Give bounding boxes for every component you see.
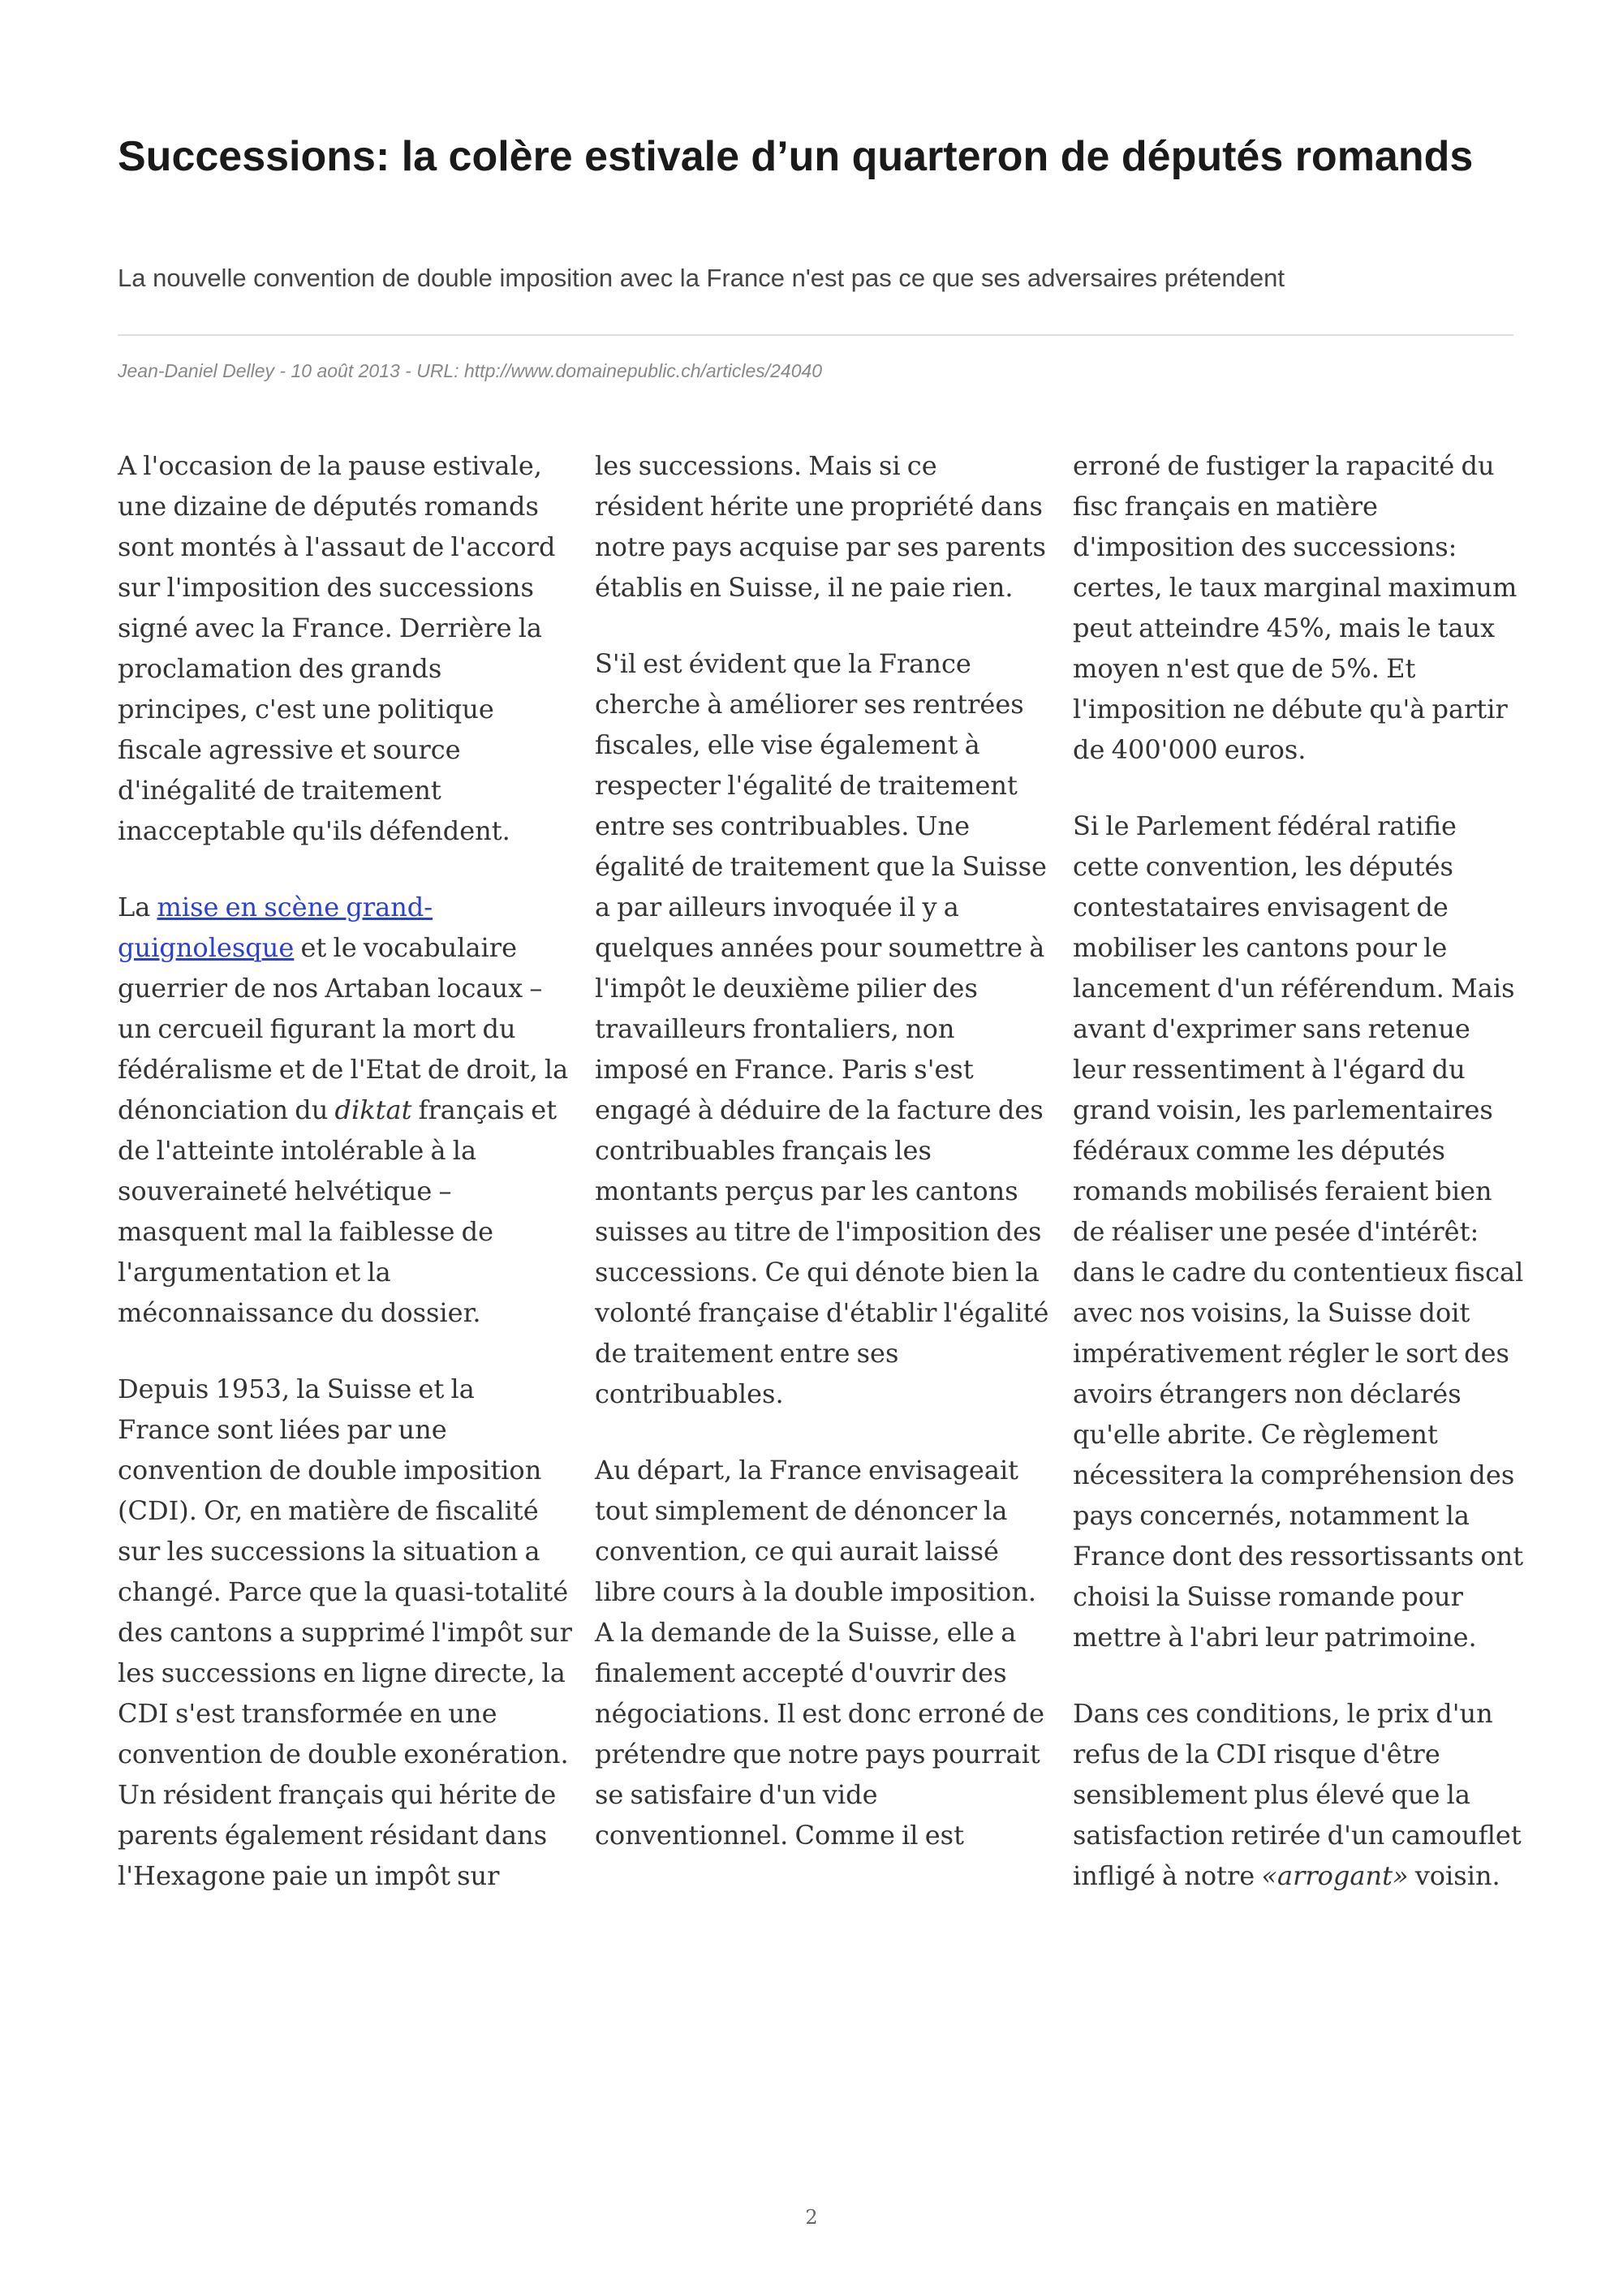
paragraph-text: voisin. bbox=[1408, 1860, 1500, 1891]
article-column-1 bbox=[118, 445, 572, 1932]
paragraph-text: La bbox=[118, 892, 157, 922]
page-number: 2 bbox=[805, 2206, 818, 2229]
mise-en-scene-link[interactable]: mise en scène grand-guignolesque bbox=[118, 892, 433, 963]
arrogant-emphasis: «arrogant» bbox=[1261, 1860, 1409, 1891]
paragraph-conclusion bbox=[1073, 1693, 1527, 1896]
paragraph-text: et le vocabulaire guerrier de nos Artaban locaux – un cercueil figurant la mort du fédéralisme et de l'Etat de droit, la dénonciation du bbox=[118, 932, 569, 1125]
paragraph-depuis-1953: Depuis 1953, la Suisse et la France sont liées par une convention de double imposition (CDI). Or, en matière de fiscalité sur les successions la situation a changé. Parce que la quasi-totalité des cantons a supprimé l'impôt sur les successions en ligne directe, la CDI s'est transformée en une convention de double exonération. Un résident français qui hérite de parents également résidant dans l'Hexagone paie un impôt sur bbox=[118, 1374, 572, 1891]
paragraph-les-successions: les successions. Mais si ce résident hérite une propriété dans notre pays acquise par ses parents établis en Suisse, il ne paie rien. bbox=[595, 450, 1046, 603]
diktat-emphasis: diktat bbox=[334, 1094, 412, 1125]
article-byline: Jean-Daniel Delley - 10 août 2013 - URL: http://www.domainepublic.ch/articles/24040 bbox=[118, 360, 823, 381]
article-column-2 bbox=[595, 445, 1049, 1891]
paragraph-parlement-federal: Si le Parlement fédéral ratifie cette convention, les députés contestataires envisagent de mobiliser les cantons pour le lancement d'un référendum. Mais avant d'exprimer sans retenue leur ressentiment à l'égard du grand voisin, les parlementaires fédéraux comme les députés romands mobilisés feraient bien de réaliser une pesée d'intérêt: dans le cadre du contentieux fiscal avec nos voisins, la Suisse doit impérativement régler le sort des avoirs étrangers non déclarés qu'elle abrite. Ce règlement nécessitera la compréhension des pays concernés, notamment la France dont des ressortissants ont choisi la Suisse romande pour mettre à l'abri leur patrimoine. bbox=[1073, 810, 1524, 1653]
article-column-3 bbox=[1073, 445, 1527, 1932]
article-subtitle: La nouvelle convention de double imposition avec la France n'est pas ce que ses adversaires prétendent bbox=[118, 264, 1285, 292]
header-divider bbox=[118, 334, 1513, 336]
paragraph-egalite-traitement: S'il est évident que la France cherche à améliorer ses rentrées fiscales, elle vise également à respecter l'égalité de traitement entre ses contribuables. Une égalité de traitement que la Suisse a par ailleurs invoquée il y a quelques années pour soumettre à l'impôt le deuxième pilier des travailleurs frontaliers, non imposé en France. Paris s'est engagé à déduire de la facture des contribuables français les montants perçus par les cantons suisses au titre de l'imposition des successions. Ce qui dénote bien la volonté française d'établir l'égalité de traitement entre ses contribuables. bbox=[595, 648, 1049, 1409]
paragraph-intro: A l'occasion de la pause estivale, une dizaine de députés romands sont montés à l'assaut de l'accord sur l'imposition des successions signé avec la France. Derrière la proclamation des grands principes, c'est une politique fiscale agressive et source d'inégalité de traitement inacceptable qu'ils défendent. bbox=[118, 450, 556, 846]
paragraph-mise-en-scene bbox=[118, 887, 572, 1333]
paragraph-au-depart: Au départ, la France envisageait tout simplement de dénoncer la convention, ce qui aurait laissé libre cours à la double imposition. A la demande de la Suisse, elle a finalement accepté d'ouvrir des négociations. Il est donc erroné de prétendre que notre pays pourrait se satisfaire d'un vide conventionnel. Comme il est bbox=[595, 1455, 1045, 1851]
article-title: Successions: la colère estivale d’un quarteron de députés romands bbox=[118, 133, 1474, 180]
paragraph-text: français et de l'atteinte intolérable à la souveraineté helvétique – masquent mal la faiblesse de l'argumentation et la méconnaissance du dossier. bbox=[118, 1094, 558, 1328]
paragraph-errone: erroné de fustiger la rapacité du fisc français en matière d'imposition des successions: certes, le taux marginal maximum peut atteindre 45%, mais le taux moyen n'est que de 5%. Et l'imposition ne débute qu'à partir de 400'000 euros. bbox=[1073, 450, 1518, 765]
paragraph-text: Dans ces conditions, le prix d'un refus de la CDI risque d'être sensiblement plus élevé que la satisfaction retirée d'un camouflet infligé à notre bbox=[1073, 1698, 1522, 1891]
